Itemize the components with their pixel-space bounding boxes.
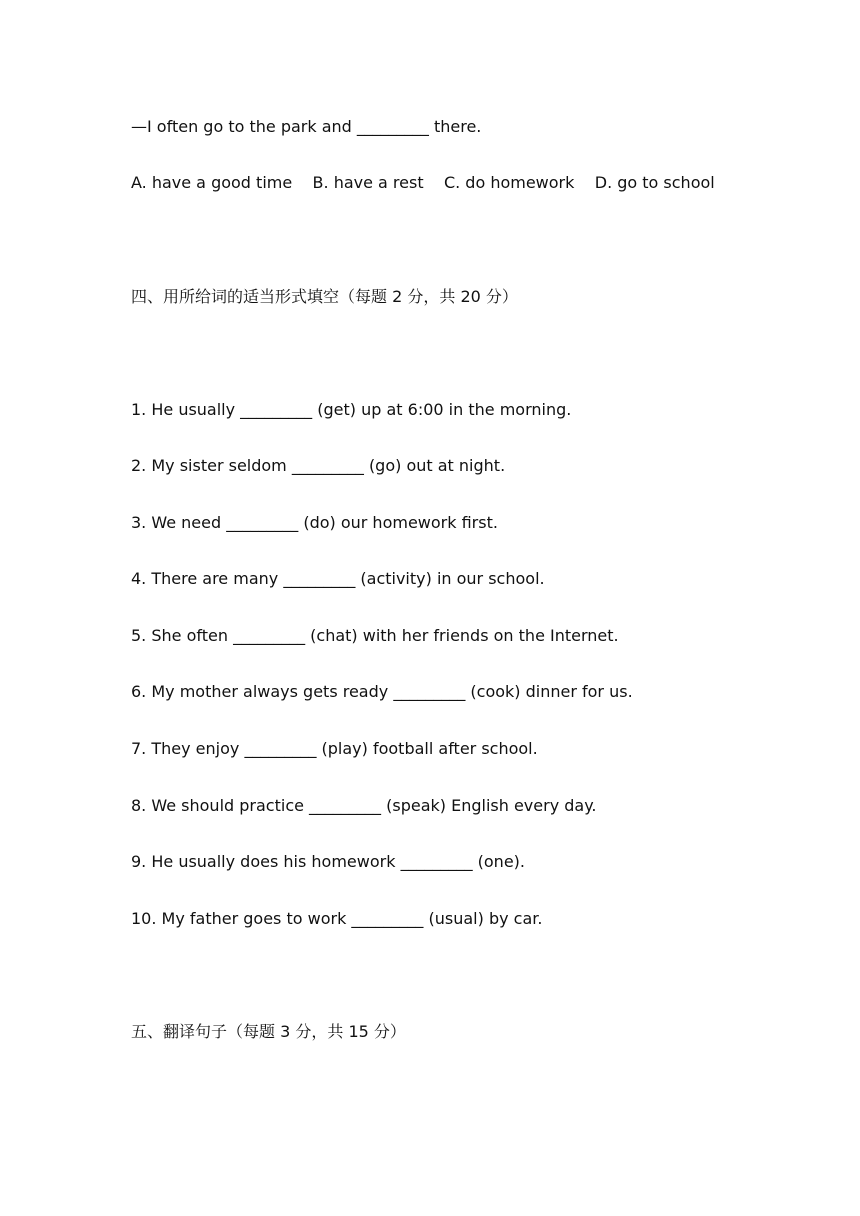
question-item: 8. We should practice _________ (speak) English every day. [131, 796, 597, 815]
question-item: 5. She often _________ (chat) with her friends on the Internet. [131, 626, 619, 645]
question-item: 10. My father goes to work _________ (usual) by car. [131, 909, 543, 928]
question-item: 1. He usually _________ (get) up at 6:00 in the morning. [131, 400, 572, 419]
question-item: 2. My sister seldom _________ (go) out at night. [131, 456, 506, 475]
dialogue-line: —I often go to the park and _________ there. [131, 117, 482, 136]
question-item: 4. There are many _________ (activity) in our school. [131, 569, 545, 588]
question-item: 3. We need _________ (do) our homework first. [131, 513, 498, 532]
section-4-heading: 四、用所给词的适当形式填空（每题 2 分，共 20 分） [131, 287, 518, 306]
question-item: 9. He usually does his homework _________ (one). [131, 852, 525, 871]
section-5-heading: 五、翻译句子（每题 3 分，共 15 分） [131, 1022, 406, 1041]
question-item: 7. They enjoy _________ (play) football after school. [131, 739, 538, 758]
answer-options: A. have a good time B. have a rest C. do homework D. go to school [131, 173, 715, 192]
question-item: 6. My mother always gets ready _________ (cook) dinner for us. [131, 682, 633, 701]
